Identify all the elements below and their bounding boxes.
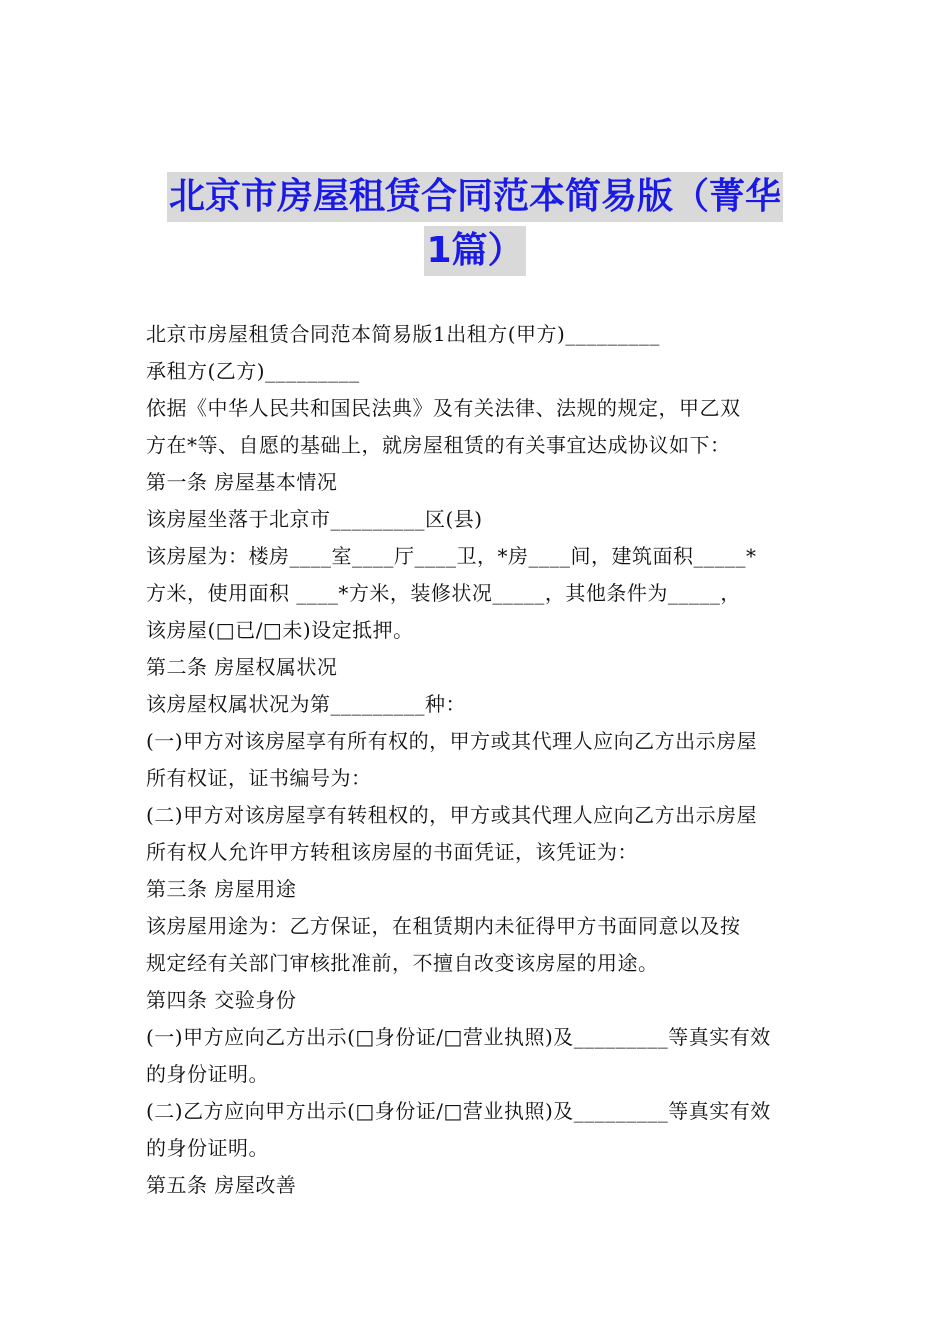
body-line: 的身份证明。 [146, 1062, 269, 1086]
title-line: 1篇） [424, 226, 525, 276]
body-line: 规定经有关部门审核批准前，不擅自改变该房屋的用途。 [146, 951, 659, 975]
title-row [140, 226, 810, 280]
title-line: 北京市房屋租赁合同范本简易版（菁华 [167, 172, 783, 222]
body-line: 该房屋用途为：乙方保证，在租赁期内未征得甲方书面同意以及按 [146, 914, 741, 938]
body-line: 所有权证，证书编号为： [146, 766, 372, 790]
body-line: (二)乙方应向甲方出示(□身份证/□营业执照)及_________等真实有效 [146, 1099, 771, 1123]
document-title [140, 172, 810, 280]
section-heading: 第二条 房屋权属状况 [146, 655, 338, 679]
body-line: 该房屋(□已/□未)设定抵押。 [146, 618, 414, 642]
body-line: 所有权人允许甲方转租该房屋的书面凭证，该凭证为： [146, 840, 638, 864]
section-heading: 第五条 房屋改善 [146, 1173, 297, 1197]
body-line: 方米，使用面积 ____*方米，装修状况_____，其他条件为_____， [146, 581, 741, 605]
body-line: 该房屋坐落于北京市_________区(县) [146, 507, 483, 531]
body-line: 的身份证明。 [146, 1136, 269, 1160]
title-row [140, 172, 810, 226]
document-body [146, 316, 810, 1204]
body-line: (一)甲方应向乙方出示(□身份证/□营业执照)及_________等真实有效 [146, 1025, 771, 1049]
section-heading: 第四条 交验身份 [146, 988, 297, 1012]
body-line: 该房屋为：楼房____室____厅____卫，*房____间，建筑面积_____* [146, 544, 757, 568]
body-line: 方在*等、自愿的基础上，就房屋租赁的有关事宜达成协议如下： [146, 433, 731, 457]
section-heading: 第一条 房屋基本情况 [146, 470, 338, 494]
body-line: (二)甲方对该房屋享有转租权的，甲方或其代理人应向乙方出示房屋 [146, 803, 758, 827]
body-line: 该房屋权属状况为第_________种： [146, 692, 466, 716]
body-line: (一)甲方对该房屋享有所有权的，甲方或其代理人应向乙方出示房屋 [146, 729, 758, 753]
section-heading: 第三条 房屋用途 [146, 877, 297, 901]
body-line: 北京市房屋租赁合同范本简易版1出租方(甲方)_________ [146, 322, 660, 346]
body-line: 依据《中华人民共和国民法典》及有关法律、法规的规定，甲乙双 [146, 396, 741, 420]
body-line: 承租方(乙方)_________ [146, 359, 360, 383]
